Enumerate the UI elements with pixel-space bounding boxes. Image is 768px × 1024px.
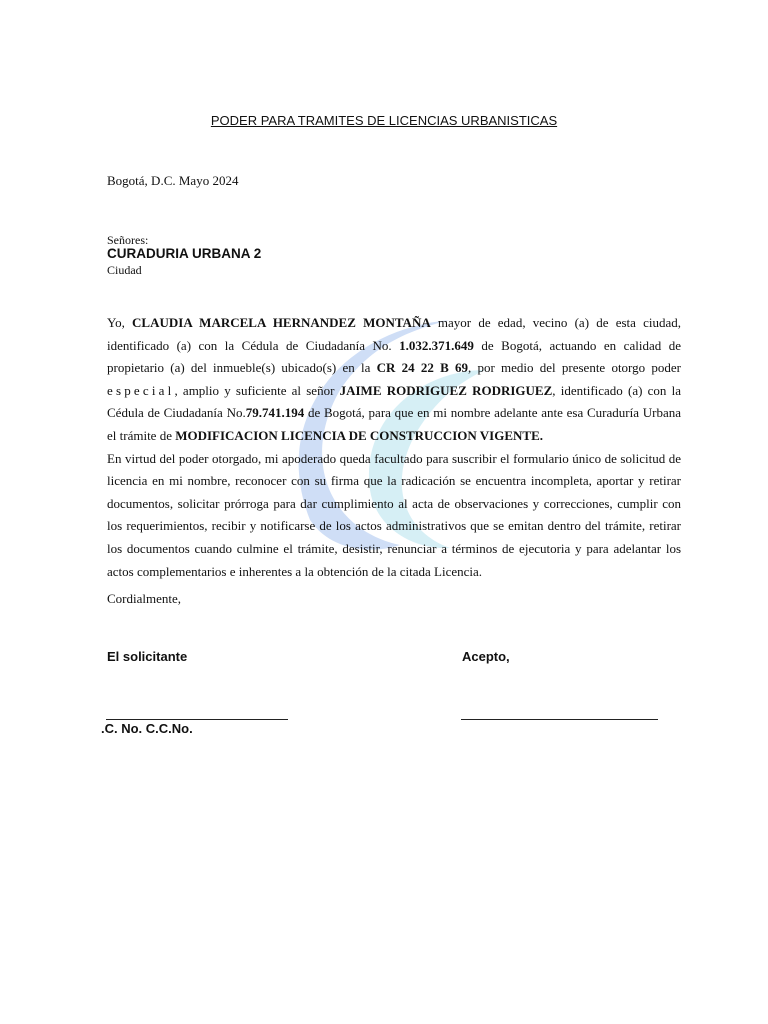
attorney-id: 79.741.194 (245, 405, 305, 421)
text-run: de Bogotá, actuando en calidad de propietario (a) del inmueble(s) ubicado(s) en la (107, 337, 681, 376)
grantor-name: CLAUDIA MARCELA HERNANDEZ MONTAÑA (132, 315, 431, 330)
property-address: CR 24 22 B 69 (376, 360, 468, 376)
procedure-name: MODIFICACION LICENCIA DE CONSTRUCCION VIGENTE. (175, 427, 544, 443)
closing: Cordialmente, (107, 591, 182, 606)
attorney-name: JAIME RODRIGUEZ RODRIGUEZ (339, 382, 553, 398)
id-number-label: .C. No. C.C.No. (101, 721, 193, 736)
attorney-signature-line (461, 719, 658, 720)
grantor-id: 1.032.371.649 (399, 337, 474, 353)
addressee: CURADURIA URBANA 2 (107, 246, 262, 261)
salutation: Señores: (107, 233, 149, 247)
text-run: , amplio y suficiente al señor (174, 382, 340, 398)
text-run: de Bogotá, para que en mi nombre adelante ante esa Curaduría Urbana el trámite de (107, 405, 682, 443)
spaced-word: especial (107, 382, 175, 398)
paragraph-powers: En virtud del poder otorgado, mi apoderado queda facultado para suscribir el formulario único de solicitud de licencia en mi nombre, reconocer con su firma que la radicación se encuentra incompleta, aportar y retirar documentos, solicitar prórroga para dar cumplimiento al acta de observaciones y correcciones, cumplir con los requerimientos, recibir y notificarse de los actos administrativos que se emitan dentro del trámite, retirar los documentos cuando culmine el trámite, desistir, renunciar a términos de ejecutoria y para adelantar los actos complementarios e inherentes a la obtención de la citada Licencia. (107, 450, 681, 579)
text-run: , identificado (a) con la Cédula de Ciudadanía No. (107, 382, 681, 421)
document-title: PODER PARA TRAMITES DE LICENCIAS URBANISTICAS (210, 113, 558, 128)
accept-label: Acepto, (462, 649, 510, 664)
text-run: , por medio del presente otorgo poder (468, 360, 681, 376)
applicant-label: El solicitante (107, 649, 188, 664)
addressee-city: Ciudad (107, 263, 142, 277)
date-line: Bogotá, D.C. Mayo 2024 (107, 173, 239, 188)
text-run: mayor de edad, vecino (a) de esta ciudad, identificado (a) con la Cédula de Ciudadanía No. (107, 315, 681, 353)
applicant-signature-line (106, 719, 288, 720)
document-body (107, 312, 681, 583)
text-run: Yo, (107, 315, 133, 330)
paragraph-grant-of-power (107, 312, 681, 448)
